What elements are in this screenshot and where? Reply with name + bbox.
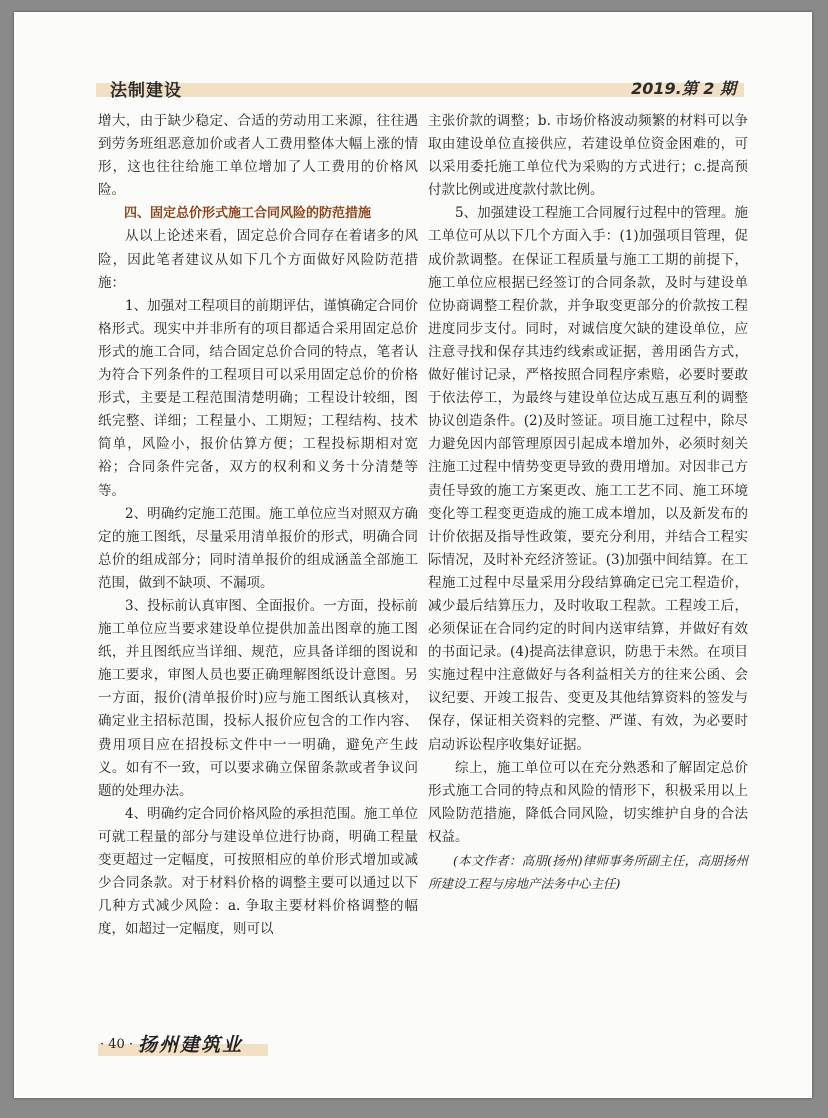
- author-signature: (本文作者：高朋(扬州)律师事务所副主任，高朋扬州所建设工程与房地产法务中心主任): [428, 853, 748, 892]
- page-number: · 40 ·: [100, 1037, 134, 1052]
- section-heading: 四、固定总价形式施工合同风险的防范措施: [124, 206, 372, 222]
- publication-logo: 扬州建筑业: [138, 1034, 244, 1056]
- right-column: [428, 110, 748, 895]
- page-footer: [98, 1032, 278, 1058]
- issue-number: 2019.第 2 期: [631, 79, 736, 98]
- paragraph: 增大，由于缺少稳定、合适的劳动用工来源，往往遇到劳务班组恶意加价或者人工费用整体大幅上涨的情形，这也往往给施工单位增加了人工费用的价格风险。: [98, 113, 418, 199]
- paragraph: 2、明确约定施工范围。施工单位应当对照双方确定的施工图纸，尽量采用清单报价的形式，明确合同总价的组成部分；同时清单报价的组成涵盖全部施工范围，做到不缺项、不漏项。: [98, 505, 418, 591]
- left-column: [98, 110, 418, 941]
- paragraph: 主张价款的调整；b. 市场价格波动频繁的材料可以争取由建设单位直接供应，若建设单位资金困难的，可以采用委托施工单位代为采购的方式进行；c.提高预付款比例或进度款付款比例。: [428, 113, 748, 199]
- paragraph: 从以上论述来看，固定总价合同存在着诸多的风险，因此笔者建议从如下几个方面做好风险防范措施：: [98, 228, 418, 291]
- paragraph: 1、加强对工程项目的前期评估，谨慎确定合同价格形式。现实中并非所有的项目都适合采用固定总价形式的施工合同，结合固定总价合同的特点，笔者认为符合下列条件的工程项目可以采用固定总价的价格形式，主要是工程范围清楚明确；工程设计较细，图纸完整、详细；工程量小、工期短；工程结构、技术简单，风险小，报价估算方便；工程投标期相对宽裕；合同条件完备，双方的权利和义务十分清楚等等。: [98, 297, 418, 499]
- paragraph: 4、明确约定合同价格风险的承担范围。施工单位可就工程量的部分与建设单位进行协商，明确工程量变更超过一定幅度，可按照相应的单价形式增加或减少合同条款。对于材料价格的调整主要可以通过以下几种方式减少风险：a. 争取主要材料价格调整的幅度，如超过一定幅度，则可以: [98, 805, 418, 938]
- paragraph: 5、加强建设工程施工合同履行过程中的管理。施工单位可从以下几个方面入手：(1)加强项目管理，促成价款调整。在保证工程质量与施工工期的前提下，施工单位应根据已经签订的合同条款，及时与建设单位协商调整工程价款，并争取变更部分的价款按工程进度同步支付。同时，对诚信度欠缺的建设单位，应注意寻找和保存其违约线索或证据，善用函告方式，做好催讨记录，严格按照合同程序索赔，必要时要敢于依法停工，为最终与建设单位达成互惠互利的调整协议创造条件。(2)及时签证。项目施工过程中，除尽力避免因内部管理原因引起成本增加外，必须时刻关注施工过程中情势变更导致的费用增加。对因非己方责任导致的施工方案更改、施工工艺不同、施工环境变化等工程变更造成的施工成本增加，以及新发布的计价依据及指导性政策，要充分利用，并结合工程实际情况，及时补充经济签证。(3)加强中间结算。在工程施工过程中尽量采用分段结算确定已完工程造价，减少最后结算压力，及时收取工程款。工程竣工后，必须保证在合同约定的时间内送审结算，并做好有效的书面记录。(4)提高法律意识，防患于未然。在项目实施过程中注意做好与各利益相关方的往来公函、会议纪要、开竣工报告、变更及其他结算资料的签发与保存，保证相关资料的完整、严谨、有效，为必要时启动诉讼程序收集好证据。: [428, 205, 748, 753]
- document-page: [14, 12, 812, 1098]
- page-header: [96, 74, 744, 101]
- paragraph: 综上，施工单位可以在充分熟悉和了解固定总价形式施工合同的特点和风险的情形下，积极采用以上风险防范措施，降低合同风险，切实维护自身的合法权益。: [428, 759, 748, 845]
- paragraph: 3、投标前认真审图、全面报价。一方面，投标前施工单位应当要求建设单位提供加盖出图章的施工图纸，并且图纸应当详细、规范，应具备详细的图说和施工要求，审图人员也要正确理解图纸设计意图。另一方面，报价(清单报价时)应与施工图纸认真核对，确定业主招标范围，投标人报价应包含的工作内容、费用项目应在招投标文件中一一明确，避免产生歧义。如有不一致，可以要求确立保留条款或者争议问题的处理办法。: [98, 597, 418, 799]
- journal-section-title: 法制建设: [110, 81, 182, 101]
